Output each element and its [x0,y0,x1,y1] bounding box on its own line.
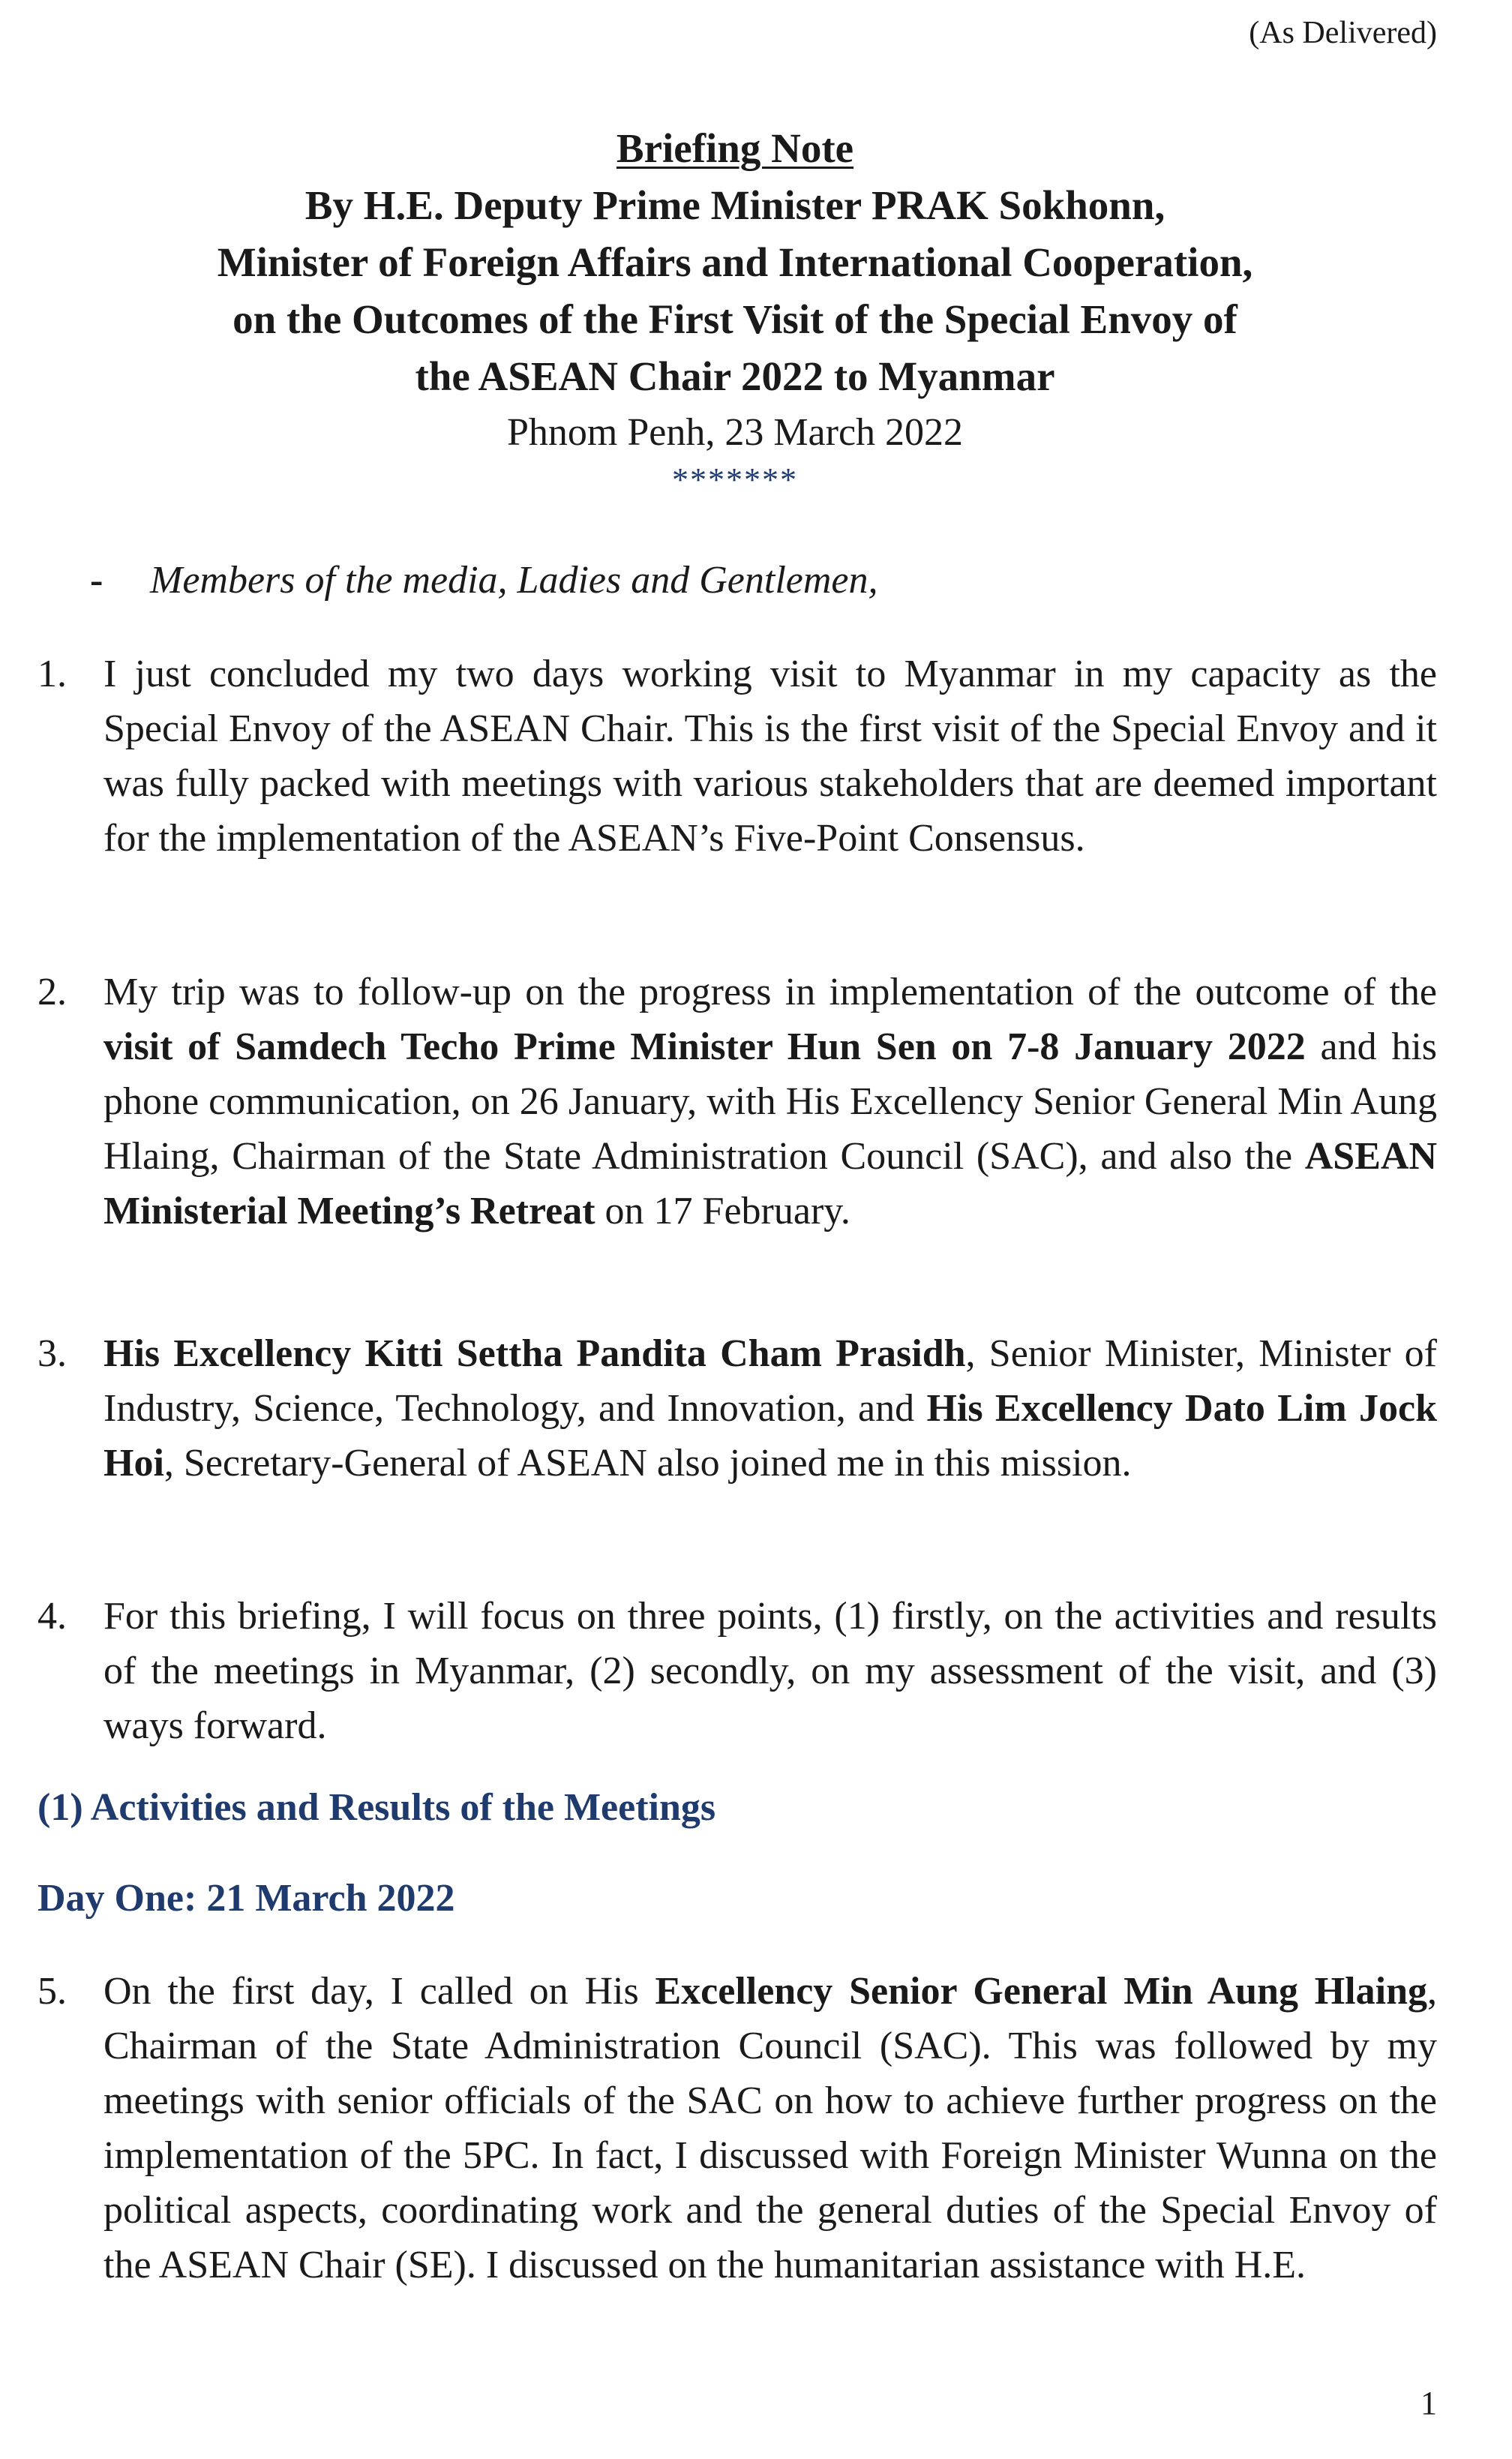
salutation-dash: - [90,559,104,602]
paragraph-number: 5. [38,1970,67,2013]
section-heading-day-one: Day One: 21 March 2022 [38,1877,455,1920]
bold-text-segment: visit of Samdech Techo Prime Minister Hun Sen on 7-8 January 2022 [104,1025,1306,1068]
paragraph-1 [38,647,1437,866]
text-segment: I just concluded my two days working visit to Myanmar in my capacity as the Special Envoy of the ASEAN Chair. This is the first visit of the Special Envoy and it was fully packed with meetings with various stakeholders that are deemed important for the implementation of the ASEAN’s Five-Point Consensus. [104,653,1437,860]
paragraph-body [104,965,1437,1239]
paragraph-body [104,1964,1437,2292]
text-segment: On the first day, I called on His [104,1970,656,2013]
paragraph-number: 3. [38,1332,67,1375]
as-delivered-label: (As Delivered) [1249,16,1437,50]
paragraph-body [104,1589,1437,1753]
dateline: Phnom Penh, 23 March 2022 [506,411,964,454]
text-segment: , Senior Minister, Minister of Industry, Science, Technology, and Innovation, and [104,1332,1437,1430]
title-line-ministry: Minister of Foreign Affairs and International Cooperation, [217,239,1253,285]
text-segment: on 17 February. [595,1190,850,1233]
title-line-destination: the ASEAN Chair 2022 to Myanmar [415,353,1055,399]
paragraph-number: 2. [38,971,67,1013]
section-heading-activities: (1) Activities and Results of the Meetings [38,1786,716,1829]
salutation-text: Members of the media, Ladies and Gentlemen, [150,559,878,602]
paragraph-number: 4. [38,1595,67,1638]
paragraph-body [104,647,1437,866]
text-segment: , Chairman of the State Administration Council (SAC). This was followed by my meetings with senior officials of the SAC on how to achieve further progress on the implementation of the 5PC. In fact, I discussed with Foreign Minister Wunna on the political aspects, coordinating work and the general duties of the Special Envoy of the ASEAN Chair (SE). I discussed on the humanitarian assistance with H.E. [104,1970,1437,2286]
text-segment: and his phone communication, on 26 January, with His Excellency Senior General Min Aung Hlaing, Chairman of the State Administration Council (SAC), and also the [104,1025,1437,1178]
paragraph-3 [38,1326,1437,1491]
text-segment: , Secretary-General of ASEAN also joined me in this mission. [164,1442,1132,1485]
text-segment: My trip was to follow-up on the progress in implementation of the outcome of the [104,971,1437,1013]
salutation [90,554,878,608]
paragraph-body [104,1326,1437,1491]
page-number: 1 [1420,2385,1437,2421]
bold-text-segment: His Excellency Kitti Settha Pandita Cham Prasidh [104,1332,966,1375]
paragraph-4 [38,1589,1437,1753]
paragraph-2 [38,965,1437,1239]
title-line-speaker: By H.E. Deputy Prime Minister PRAK Sokhonn, [304,182,1166,228]
bold-text-segment: His Excellency Dato Lim Jock Hoi [104,1387,1437,1485]
paragraph-number: 1. [38,653,67,695]
text-segment: For this briefing, I will focus on three points, (1) firstly, on the activities and results of the meetings in Myanmar, (2) secondly, on my assessment of the visit, and (3) ways forward. [104,1595,1437,1747]
title-block [105,120,1365,500]
bold-text-segment: Excellency Senior General Min Aung Hlaing [655,1970,1427,2013]
separator-stars: ******* [672,461,798,498]
bold-text-segment: ASEAN Ministerial Meeting’s Retreat [104,1135,1437,1233]
title-line-outcomes: on the Outcomes of the First Visit of the Special Envoy of [232,296,1238,342]
document-title: Briefing Note [616,125,854,171]
paragraph-5 [38,1964,1437,2292]
